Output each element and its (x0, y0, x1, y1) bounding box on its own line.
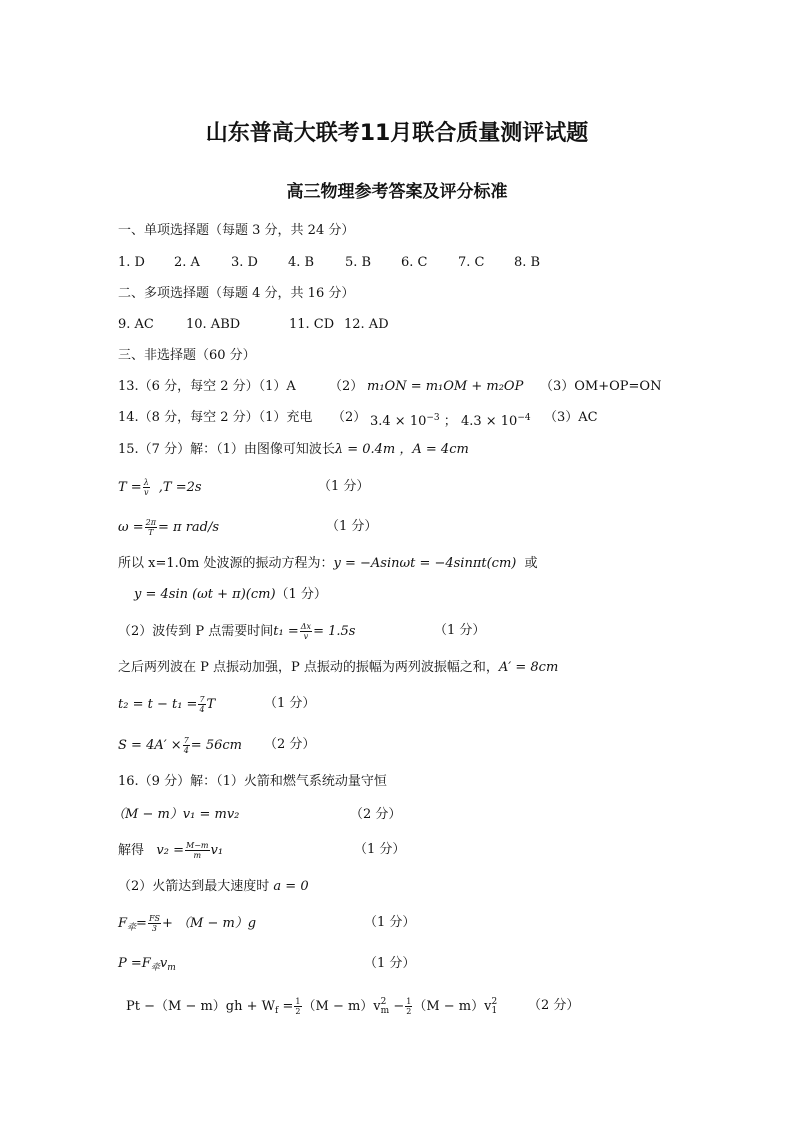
denominator: 4 (183, 746, 189, 755)
q16-power-equation (118, 955, 176, 977)
fraction (148, 914, 161, 933)
q15-p2-lhs: t₁ = (273, 624, 299, 639)
q15-t2-equation (118, 695, 215, 714)
q14-exponent-2: −4 (517, 413, 531, 423)
section-heading-single-choice: 一、单项选择题（每题 3 分，共 24 分） (118, 223, 355, 238)
q15-p2-text: （2）波传到 P 点需要时间 (118, 624, 274, 639)
answer-item: 1. D (118, 255, 145, 270)
q16-part2-line (118, 878, 309, 896)
numerator: Δx (300, 622, 312, 631)
q15-w-lhs: ω = (118, 520, 144, 535)
answer-item: 2. A (174, 255, 200, 270)
answer-item: 3. D (231, 255, 258, 270)
q16-E-e-sub: 1 (491, 1005, 498, 1016)
q13-head: 13.（6 分，每空 2 分）（1）A (118, 379, 296, 394)
denominator: v (143, 488, 149, 497)
q14-value-2: 4.3 × 10 (460, 414, 518, 429)
q14-part2-label: （2） (332, 410, 367, 425)
numerator: 1 (406, 997, 412, 1006)
answer-item: 12. AD (344, 317, 389, 332)
q15-t2-lhs: t₂ = t − t₁ = (118, 697, 198, 712)
q16-F-rest: + （M − m）g (161, 916, 257, 931)
denominator: m (193, 851, 202, 860)
q15-alt-score: （1 分） (275, 587, 327, 602)
q16-F-score: （1 分） (364, 915, 416, 930)
denominator: 2 (406, 1007, 412, 1016)
numerator: 2π (145, 518, 156, 527)
fraction (183, 736, 190, 755)
q15-vib-or: 或 (524, 556, 538, 571)
answer-item: 6. C (401, 255, 428, 270)
page-subtitle: 高三物理参考答案及评分标准 (286, 182, 508, 202)
q15-s-lhs: S = 4A′ × (118, 738, 182, 753)
q16-E-c-sub: m (380, 1005, 390, 1016)
q16-P-vsub: m (167, 963, 176, 973)
page-title: 山东普高大联考11月联合质量测评试题 (205, 121, 589, 146)
answer-item: 10. ABD (186, 317, 241, 332)
fraction (145, 518, 157, 537)
q16-P-F: F (141, 956, 151, 971)
q16-mom-score: （2 分） (350, 807, 402, 822)
q15-alt-equation-line (134, 586, 327, 604)
q13-part2-label: （2） (329, 379, 364, 394)
denominator: v (303, 632, 309, 641)
q13-part3: （3）OM+OP=ON (540, 379, 662, 394)
answer-item: 8. B (514, 255, 541, 270)
q15-part2-line (118, 622, 355, 641)
q16-F-lhs: F (118, 916, 128, 931)
q15-T-score: （1 分） (318, 479, 370, 494)
q16-head: 16.（9 分）解：（1）火箭和燃气系统动量守恒 (118, 774, 387, 789)
q16-F-eq: = (136, 916, 147, 931)
q14-separator: ； (439, 414, 457, 429)
q16-E-e: （M − m）v (413, 999, 492, 1014)
q15-head-text: 15.（7 分）解：（1）由图像可知波长 (118, 442, 335, 457)
q13-part2-equation: m₁ON = m₁OM + m₂OP (367, 379, 524, 394)
q16-E-e-sup: 2 (491, 996, 498, 1007)
answer-item: 11. CD (289, 317, 335, 332)
q15-p2-rest: = 1.5s (313, 624, 356, 639)
answer-item: 9. AC (118, 317, 154, 332)
q15-s-rest: = 56cm (190, 738, 242, 753)
q16-E-c-sup: 2 (380, 996, 387, 1007)
q16-sol-lhs: v₂ = (156, 843, 185, 858)
q16-E-b: = (282, 999, 294, 1014)
section-heading-non-choice: 三、非选择题（60 分） (118, 348, 256, 363)
numerator: 1 (295, 997, 301, 1006)
q16-sol-score: （1 分） (354, 842, 406, 857)
q14-head: 14.（8 分，每空 2 分）（1）充电 (118, 410, 313, 425)
denominator: 2 (295, 1007, 301, 1016)
fraction (300, 622, 312, 641)
q15-w-rest: = π rad/s (158, 520, 220, 535)
q15-vibration-line (118, 555, 538, 573)
q16-sol-rest: v₁ (210, 843, 224, 858)
numerator: FS (148, 914, 160, 923)
q16-E-a-sub: f (275, 1006, 279, 1016)
section-heading-multi-choice: 二、多项选择题（每题 4 分，共 16 分） (118, 286, 355, 301)
q16-E-score: （2 分） (528, 998, 580, 1013)
q16-P-subscript: 牵 (150, 963, 160, 973)
answer-item: 5. B (345, 255, 372, 270)
fraction (143, 478, 150, 497)
q15-head (118, 441, 469, 459)
q16-E-c: （M − m）v (302, 999, 381, 1014)
q14-exponent-1: −3 (426, 413, 440, 423)
q15-after-equation: A′ = 8cm (498, 660, 559, 675)
q14-part3: （3）AC (544, 410, 598, 425)
denominator: 4 (199, 705, 205, 714)
q16-momentum-equation: （M − m）v₁ = mv₂ (112, 807, 240, 822)
fraction (405, 997, 412, 1016)
q15-p2-score: （1 分） (434, 623, 486, 638)
q16-p2-equation: a = 0 (273, 879, 309, 894)
q16-F-subscript: 牵 (127, 923, 137, 933)
q16-E-a: Pt −（M − m）gh + W (126, 999, 276, 1014)
q15-T-rest: ,T =2s (158, 480, 202, 495)
fraction (198, 695, 205, 714)
q16-p2-text: （2）火箭达到最大速度时 (118, 879, 270, 894)
q16-force-equation (118, 914, 256, 937)
q16-solution-line (118, 841, 223, 860)
denominator: 3 (151, 924, 158, 933)
answer-item: 7. C (458, 255, 485, 270)
q16-P-v: v (159, 956, 168, 971)
q15-alt-equation: y = 4sin (ωt + π)(cm) (134, 587, 276, 602)
q15-after-line (118, 659, 558, 677)
q15-t2-rest: T (206, 697, 216, 712)
q15-T-lhs: T = (118, 480, 142, 495)
denominator: T (148, 528, 154, 537)
q16-P-score: （1 分） (364, 956, 416, 971)
q15-distance-equation (118, 736, 242, 755)
q14-part2-value (370, 409, 531, 431)
numerator: M−m (186, 841, 209, 850)
q15-s-score: （2 分） (264, 737, 316, 752)
numerator: 7 (183, 736, 189, 745)
fraction (294, 997, 301, 1016)
numerator: λ (143, 478, 149, 487)
answer-item: 4. B (288, 255, 315, 270)
q15-period-equation (118, 478, 202, 497)
fraction (185, 841, 209, 860)
q15-vib-text: 所以 x=1.0m 处波源的振动方程为： (118, 556, 334, 571)
q15-head-equation: λ = 0.4m ，A = 4cm (334, 442, 469, 457)
q16-energy-equation (126, 997, 497, 1020)
q16-E-d: − (393, 999, 405, 1014)
q14-value-1: 3.4 × 10 (370, 414, 427, 429)
q15-vib-equation: y = −Asinωt = −4sinπt(cm) (333, 556, 517, 571)
q15-omega-equation (118, 518, 219, 537)
q16-P-lhs: P = (118, 956, 142, 971)
numerator: 7 (199, 695, 205, 704)
q16-sol-label: 解得 (118, 843, 145, 858)
q15-after-text: 之后两列波在 P 点振动加强，P 点振动的振幅为两列波振幅之和， (118, 660, 499, 675)
q15-w-score: （1 分） (326, 519, 378, 534)
q15-t2-score: （1 分） (264, 696, 316, 711)
